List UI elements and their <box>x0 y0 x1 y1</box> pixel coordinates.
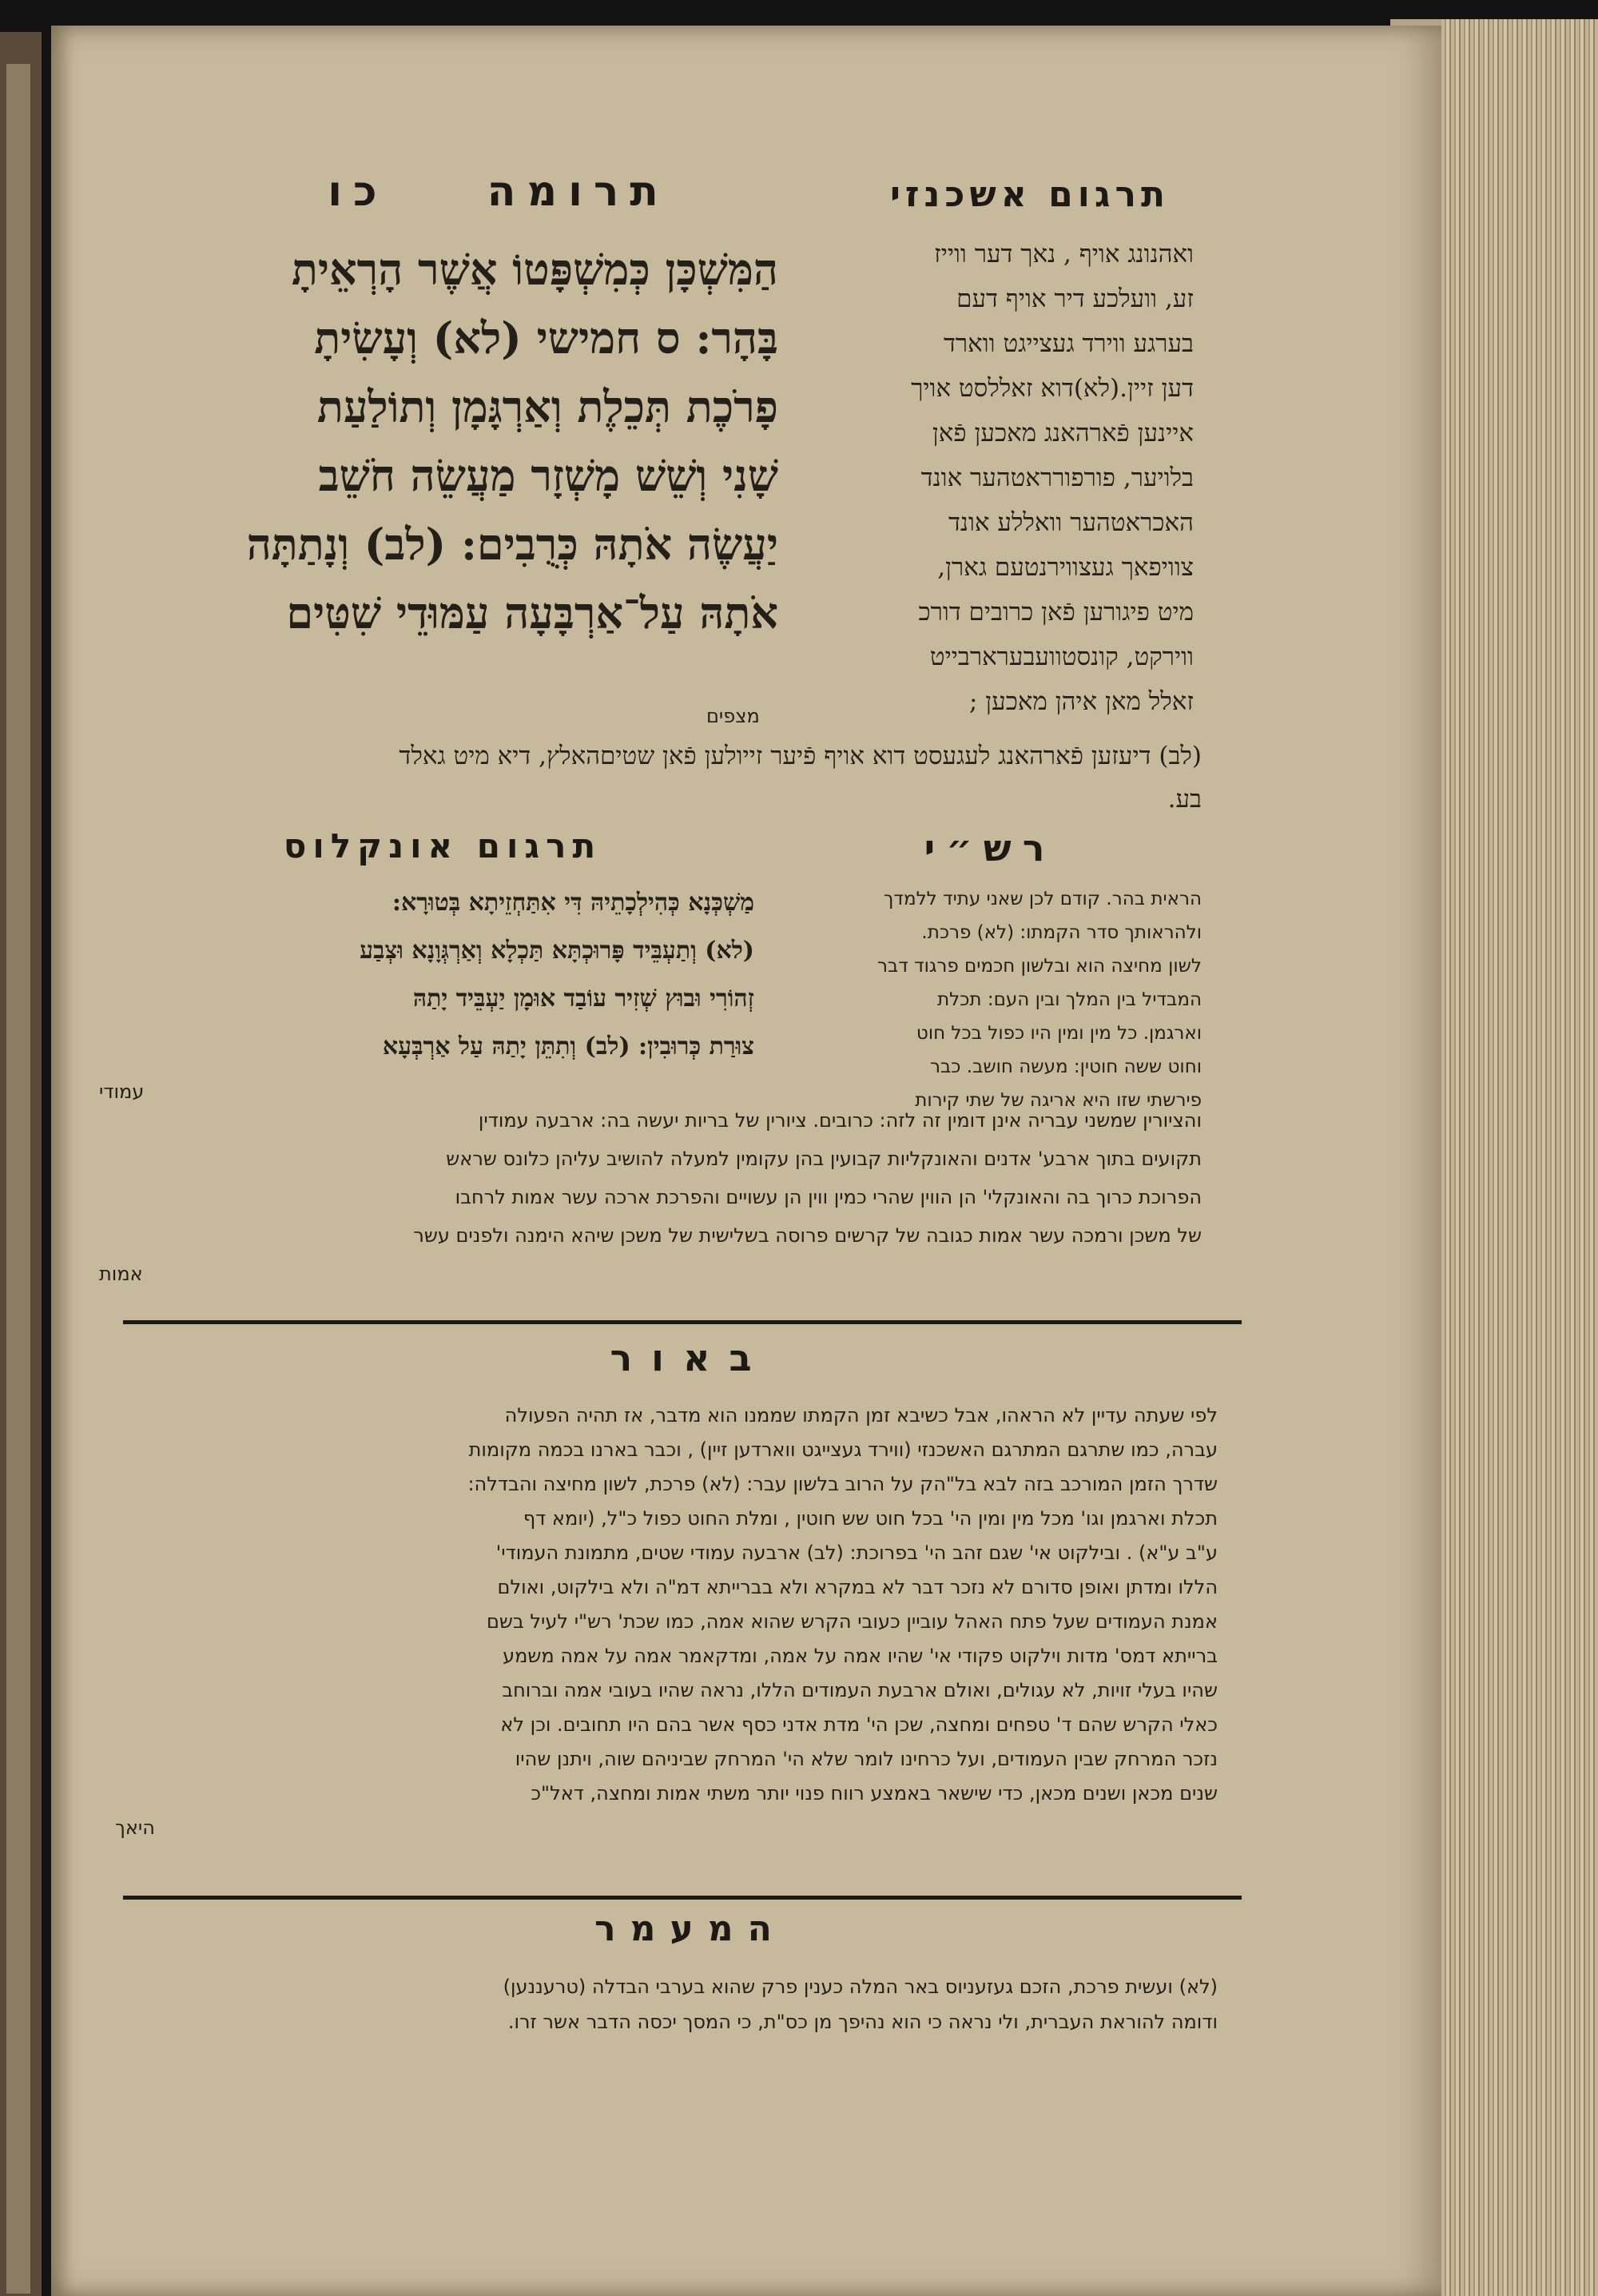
rashi-full-line: של משכן ורמכה עשר אמות כגובה של קרשים פרוסה בשלישית של משכן שיהא הימנה ולפנים עשר <box>413 1224 1202 1247</box>
yiddish-line: זאלל מאן איהן מאכען ; <box>968 687 1194 716</box>
biur-line: שדרך הזמן המורכב בזה לבא בל"הק על הרוב בלשון עבר: (לא) פרכת, לשון מחיצה והבדלה: <box>467 1473 1218 1495</box>
onkelos-line: צוּרַת כְּרוּבִין: (לב) וְתִתֵּן יָתַהּ עַל אַרְבְּעָא <box>382 1033 754 1060</box>
biur-line: עברה, כמו שתרגם המתרגם האשכנזי (ווירד געצייגט ווארדען זיין) , וכבר בארנו בכמה מקומות <box>468 1438 1218 1461</box>
onkelos-line: מַשְׁכְּנָא כְּהִילְכָתֵיהּ דִּי אִתַּחְזֵיתָא בְּטוּרָא: <box>392 889 754 917</box>
yiddish-line: ווירקט, קונסטוועבערארבייט <box>929 643 1194 671</box>
rashi-catchword: אמות <box>99 1263 143 1285</box>
yiddish-line: בערגע ווירד געצייגט ווארד <box>943 329 1194 358</box>
yiddish-column <box>794 232 1194 724</box>
verse-line: פָרֹכֶת תְּכֵלֶת וְאַרְגָּמָן וְתוֹלַעַת <box>316 381 778 432</box>
rashi-header: רש״י <box>924 826 1056 869</box>
biur-line: שנים מכאן ושנים מכאן, כדי שישאר באמצע רווח פנוי יותר משתי אמות ומחצה, דאל"כ <box>531 1782 1218 1805</box>
onkelos-column <box>99 879 754 1071</box>
onkelos-header: תרגום אונקלוס <box>283 826 602 865</box>
hameamar-commentary <box>115 1969 1218 2039</box>
page-block-edges <box>1441 19 1598 2296</box>
verse-catchword: מצפים <box>706 705 760 727</box>
biur-line: ברייתא דמס' מדות וילקוט פקודי אי' שהיו אמה על אמה, ומדקאמר אמה על אמה משמע <box>503 1645 1218 1667</box>
torah-verse-block <box>91 235 778 647</box>
yiddish-line: מיט פיגורען פֿאן כרובים דורכ <box>918 598 1194 627</box>
rashi-line: פירשתי שזו היא אריגה של שתי קירות <box>915 1090 1202 1111</box>
biur-header: באור <box>610 1336 771 1379</box>
verse-line: יַעֲשֶׂה אֹתָהּ כְּרֻבִים: (לב) וְנָתַתָּה <box>246 519 778 570</box>
rashi-line: הראית בהר. קודם לכן שאני עתיד ללמדך <box>884 889 1202 909</box>
facing-page-edge <box>0 32 42 2296</box>
parasha-header <box>251 168 746 216</box>
hameamar-line: ודומה להוראת העברית, ולי נראה כי הוא נהיפך מן כס"ת, כי המסך יכסה הדבר אשר זרו. <box>507 2011 1218 2033</box>
rashi-full-width <box>99 1101 1202 1293</box>
yiddish-line: ואהנונג אויף , נאך דער ווייז <box>934 240 1194 269</box>
verse-line: שָׁנִי וְשֵׁשׁ מָשְׁזָר מַעֲשֵׂה חֹשֵׁב <box>318 450 778 501</box>
hameamar-divider <box>123 1896 1242 1900</box>
yiddish-line: דען זיין.(לא)דוא זאללסט אויך <box>911 374 1194 403</box>
rashi-line: המבדיל בין המלך ובין העם: תכלת <box>937 989 1202 1010</box>
biur-line: כאלי הקרש שהם ד' טפחים ומחצה, שכן הי' מדת אדני כסף אשר בהם היו תחובים. וכן לא <box>500 1713 1218 1736</box>
onkelos-line: (לא) וְתַעְבֵּיד פָּרוּכְתָּא תַּכְלָא וְאַרְגְּוָנָא וּצְבַע <box>360 937 754 965</box>
biur-commentary <box>115 1399 1218 1845</box>
rashi-full-line: הפרוכת כרוך בה והאונקלי' הן הווין שהרי כמין ווין הן עשויים והפרכת ארכה עשר אמות לרחבו <box>455 1186 1202 1208</box>
yiddish-line: האכראטהער וואללע אונד <box>948 508 1194 537</box>
yiddish-line: בלויער, פורפורראטהער אונד <box>920 464 1194 492</box>
chapter-number: כו <box>328 168 388 216</box>
yiddish-line: צוויפאך געצווירנטעם גארן, <box>937 553 1194 582</box>
rashi-line: וחוט ששה חוטין: מעשה חושב. כבר <box>930 1056 1202 1077</box>
biur-line: אמנת העמודים שעל פתח האהל עוביין כעובי הקרש שהוא אמה, כמו שכת' רש"י לעיל בשם <box>486 1610 1218 1633</box>
rashi-line: לשון מחיצה הוא ובלשון חכמים פרגוד דבר <box>877 956 1202 977</box>
onkelos-line: זְהוֹרִי וּבוּץ שְׁזִיר עוֹבַד אוּמָן יַעְבֵּיד יָתַהּ <box>412 985 754 1013</box>
biur-line: לפי שעתה עדיין לא הראהו, אבל כשיבא זמן הקמתו שממנו הוא מדבר, אז תהיה הפעולה <box>504 1404 1218 1427</box>
biur-line: שהיו בעלי זויות, לא עגולים, ואולם ארבעת העמודים הללו, נראה שהיו בעובי אמה וברוחב <box>502 1679 1218 1701</box>
rashi-full-line: והציורין שמשני עבריה אינן דומין זה לזה: כרובים. ציורין של בריות יעשה בה: ארבעה עמודין <box>478 1109 1202 1132</box>
verse-line: אֹתָהּ עַל־אַרְבָּעָה עַמּוּדֵי שִׁטִּים <box>286 587 778 639</box>
biur-line: הללו ומדתן ואופן סדורם לא נזכר דבר לא במקרא ולא בברייתא דמ"ה ולא בילקוט, ואולם <box>497 1576 1218 1598</box>
yiddish-translation-header: תרגום אשכנזי <box>889 174 1171 215</box>
hameamar-header: המעמר <box>594 1908 786 1949</box>
rashi-column <box>770 882 1202 1117</box>
rashi-line: ולהראותך סדר הקמתו: (לא) פרכת. <box>921 922 1202 943</box>
yiddish-continuation-end: בע. <box>1167 785 1202 814</box>
onkelos-catchword: עמודי <box>99 1080 145 1103</box>
hameamar-line: (לא) ועשית פרכת, הזכם געזעניוס באר המלה כענין פרק שהוא בערבי הבדלה (טרעננען) <box>503 1976 1218 1998</box>
yiddish-line: זע, וועלכע דיר אויף דעם <box>956 285 1194 313</box>
biur-line: תכלת וארגמן וגו' מכל מין ומין הי' בכל חוט שש חוטין , ומלת החוט כפול כ"ל, (יומא דף <box>523 1507 1218 1530</box>
yiddish-continuation: (לב) דיעזען פֿארהאנג לעגעסט דוא אויף פֿיער זייולען פֿאן שטיםהאלץ, דיא מיט גאלד <box>399 742 1202 770</box>
biur-line: ע"ב ע"א) . ובילקוט אי' שגם זהב הי' בפרוכת: (לב) ארבעה עמודי שטים, מתמונת העמודי' <box>495 1542 1218 1564</box>
rashi-line: וארגמן. כל מין ומין היו כפול בכל חוט <box>916 1023 1202 1044</box>
parasha-name: תרומה <box>487 168 670 216</box>
verse-line: הַמִּשְׁכָּן כְּמִשְׁפָּטוֹ אֲשֶׁר הָרְאֵיתָ <box>291 244 778 295</box>
biur-line: נזכר המרחק שבין העמודים, ועל כרחינו לומר שלא הי' המרחק שביניהם שוה, ויתנן שהיו <box>515 1748 1218 1770</box>
rashi-full-line: תקועים בתוך ארבע' אדנים והאונקליות קבועין בהן עקומין למעלה להושיב עליהן כלונס שראש <box>446 1148 1202 1170</box>
book-page <box>51 26 1441 2296</box>
biur-catchword: היאך <box>115 1817 155 1839</box>
verse-line: בָּהָר: ס חמישי (לא) וְעָשִׂיתָ <box>314 312 778 364</box>
biur-divider <box>123 1320 1242 1324</box>
yiddish-line: איינען פֿארהאנג מאכען פֿאן <box>932 419 1194 448</box>
